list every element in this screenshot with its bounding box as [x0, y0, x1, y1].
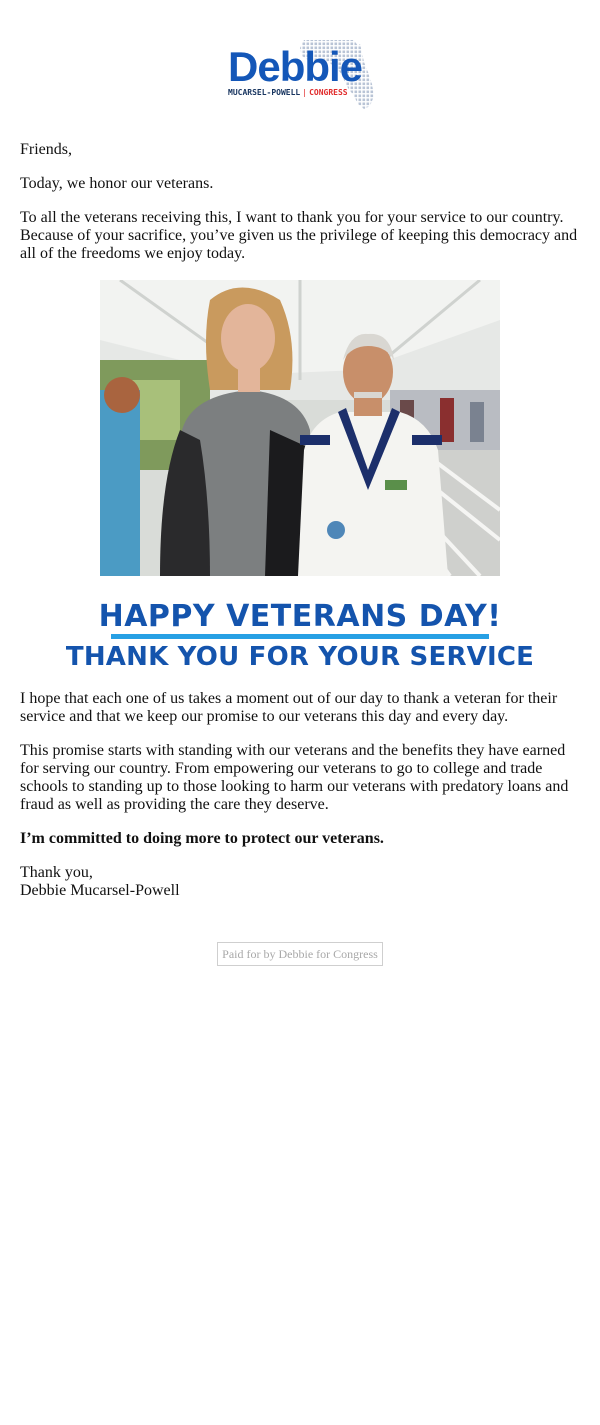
paragraph-3: I hope that each one of us takes a moment out of our day to thank a veteran for their service and that we keep our promise to our veterans this day and every day. [20, 690, 558, 725]
paragraph-2: To all the veterans receiving this, I want to thank you for your service to our country. Because of your sacrifice, you’ve given us the privilege of keeping this democracy and all of the freedoms we enjoy today. [20, 209, 578, 262]
banner-headline: HAPPY VETERANS DAY! [98, 599, 502, 634]
logo-sub-org: CONGRESS [309, 88, 348, 97]
logo-sub-separator: | [302, 88, 308, 97]
paragraph-5-bold: I’m committed to doing more to protect our veterans. [20, 830, 384, 847]
logo-sub-name: MUCARSEL-POWELL [228, 88, 301, 97]
logo-subtitle [228, 88, 348, 98]
paid-for-disclaimer: Paid for by Debbie for Congress [217, 942, 383, 966]
signoff: Thank you, [20, 864, 93, 881]
paragraph-4: This promise starts with standing with our veterans and the benefits they have earned for serving our country. From empowering our veterans to go to college and trade schools to standing up to those looking to harm our veterans with predatory loans and fraud as well as providing the care they deserve. [20, 742, 569, 813]
banner-subheadline: THANK YOU FOR YOUR SERVICE [65, 642, 535, 672]
logo-name-text: Debbie [228, 43, 363, 90]
veterans-photo [100, 280, 500, 576]
signature: Debbie Mucarsel-Powell [20, 882, 180, 899]
photo-illustration [100, 280, 500, 576]
banner-divider [111, 634, 489, 639]
campaign-logo [226, 38, 376, 112]
greeting: Friends, [20, 141, 72, 158]
paragraph-1: Today, we honor our veterans. [20, 175, 214, 192]
